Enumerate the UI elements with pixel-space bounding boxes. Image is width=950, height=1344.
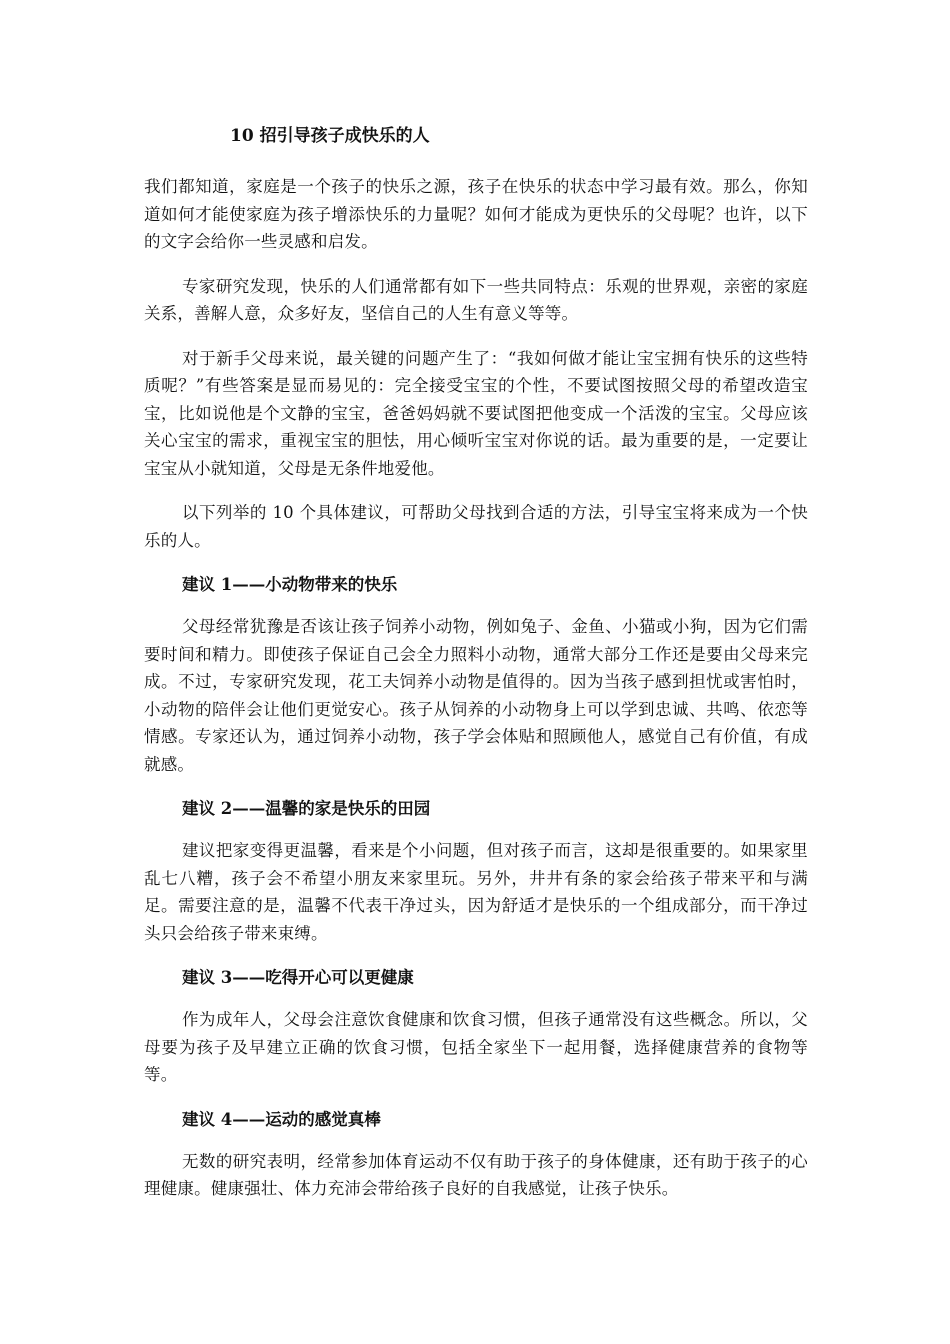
section-heading-tip-1: 建议 1——小动物带来的快乐 (182, 575, 398, 594)
intro-paragraph: 我们都知道，家庭是一个孩子的快乐之源，孩子在快乐的状态中学习最有效。那么，你知道如何才能使家庭为孩子增添快乐的力量呢？如何才能成为更快乐的父母呢？也许，以下的文字会给你一些灵感和启发。 (144, 177, 808, 251)
paragraph-ten-tips: 以下列举的 10 个具体建议，可帮助父母找到合适的方法，引导宝宝将来成为一个快乐的人。 (144, 503, 808, 550)
section-heading-tip-4: 建议 4——运动的感觉真棒 (182, 1109, 381, 1129)
section-text-tip-2: 建议把家变得更温馨，看来是个小问题，但对孩子而言，这却是很重要的。如果家里乱七八糟，孩子会不希望小朋友来家里玩。另外，井井有条的家会给孩子带来平和与满足。需要注意的是，温馨不代表干净过头，因为舒适才是快乐的一个组成部分，而干净过头只会给孩子带来束缚。 (144, 841, 808, 943)
paragraph-new-parents: 对于新手父母来说，最关键的问题产生了：“我如何做才能让宝宝拥有快乐的这些特质呢？”有些答案是显而易见的：完全接受宝宝的个性，不要试图按照父母的希望改造宝宝，比如说他是个文静的宝宝，爸爸妈妈就不要试图把他变成一个活泼的宝宝。父母应该关心宝宝的需求，重视宝宝的胆怯，用心倾听宝宝对你说的话。最为重要的是，一定要让宝宝从小就知道，父母是无条件地爱他。 (144, 348, 808, 478)
section-heading-tip-2: 建议 2——温馨的家是快乐的田园 (182, 799, 431, 818)
section-text-tip-3: 作为成年人，父母会注意饮食健康和饮食习惯，但孩子通常没有这些概念。所以，父母要为孩子及早建立正确的饮食习惯，包括全家坐下一起用餐，选择健康营养的食物等等。 (144, 1010, 808, 1084)
paragraph-traits: 专家研究发现，快乐的人们通常都有如下一些共同特点：乐观的世界观，亲密的家庭关系，善解人意，众多好友，坚信自己的人生有意义等等。 (144, 276, 808, 323)
section-text-tip-4: 无数的研究表明，经常参加体育运动不仅有助于孩子的身体健康，还有助于孩子的心理健康。健康强壮、体力充沛会带给孩子良好的自我感觉，让孩子快乐。 (144, 1151, 808, 1198)
section-text-tip-1: 父母经常犹豫是否该让孩子饲养小动物，例如兔子、金鱼、小猫或小狗，因为它们需要时间和精力。即使孩子保证自己会全力照料小动物，通常大部分工作还是要由父母来完成。不过，专家研究发现，花工夫饲养小动物是值得的。因为当孩子感到担忧或害怕时，小动物的陪伴会让他们更觉安心。孩子从饲养的小动物身上可以学到忠诚、共鸣、依恋等情感。专家还认为，通过饲养小动物，孩子学会体贴和照顾他人，感觉自己有价值，有成就感。 (144, 617, 808, 774)
document-body (144, 124, 808, 1220)
document-title: 10 招引导孩子成快乐的人 (230, 126, 430, 146)
section-heading-tip-3: 建议 3——吃得开心可以更健康 (182, 968, 414, 987)
